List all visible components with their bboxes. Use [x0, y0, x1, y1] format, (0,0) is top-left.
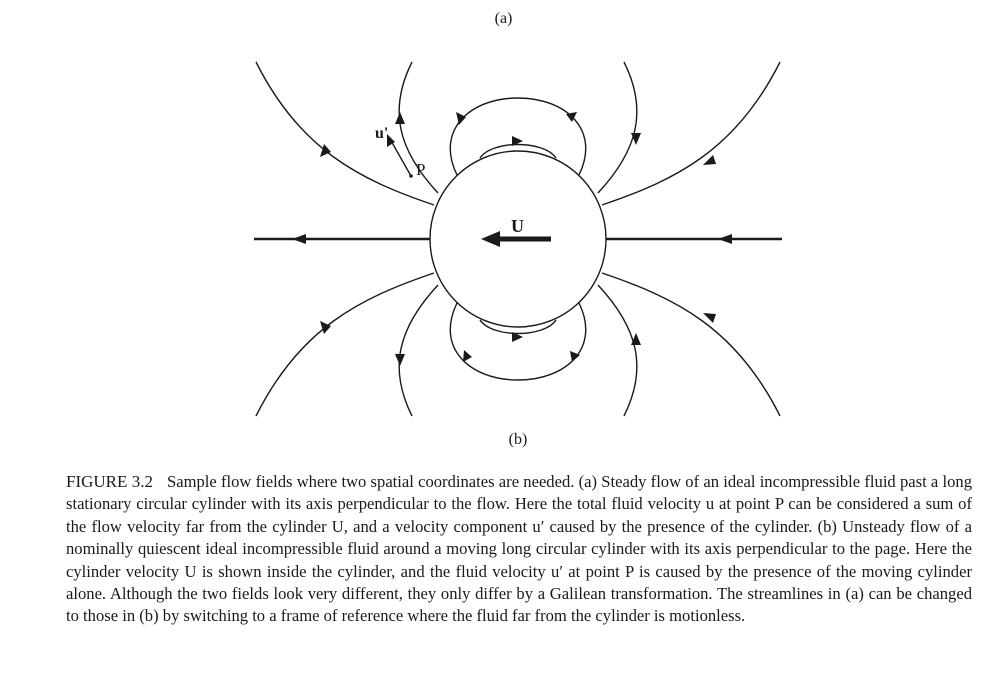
- streamline-mid-lower-right: [598, 285, 637, 416]
- arrowhead-loop-lower-left: [463, 350, 472, 362]
- dipole-loop-upper-outer: [450, 98, 585, 175]
- u-arrow-shaft: [496, 237, 551, 242]
- caption-text: Sample flow fields where two spatial coordinates are needed. (a) Steady flow of an ideal incompressible fluid past a long stationary circular cylinder with its axis perpendicular to the flow. Here the total fluid velocity u at point P can be considered a sum of the flow velocity far from the cylinder U, and a velocity component u′ caused by the presence of the cylinder. (b) Unsteady flow of a nominally quiescent ideal incompressible fluid around a moving long circular cylinder with its axis perpendicular to the page. Here the cylinder velocity U is shown inside the cylinder, and the fluid velocity u′ at point P is caused by the presence of the moving cylinder alone. Although the two fields look very different, they only differ by a Galilean transformation. The streamlines in (a) can be changed to those in (b) by switching to a frame of reference where the fluid far from the cylinder is motionless.: [66, 472, 972, 626]
- streamline-outer-upper-right: [602, 62, 780, 205]
- arrowhead-outer-upper-left: [320, 144, 331, 157]
- streamline-mid-lower-left: [399, 285, 438, 416]
- arrowhead-outer-upper-right: [703, 155, 716, 165]
- point-p-label: P: [416, 160, 426, 179]
- arrowhead-loop-upper-left: [456, 112, 466, 125]
- streamline-mid-upper-right: [598, 62, 637, 193]
- arrowhead-outer-lower-right: [703, 313, 716, 323]
- arrowhead-axis-left: [292, 234, 306, 244]
- streamline-outer-lower-right: [602, 273, 780, 416]
- arrowhead-mid-lower-left: [395, 354, 405, 366]
- panel-a-label: (a): [494, 10, 513, 27]
- figure-number: FIGURE 3.2: [66, 472, 153, 491]
- u-arrow-head: [481, 231, 500, 247]
- u-prime-label: u': [375, 125, 389, 142]
- arrowhead-outer-lower-left: [320, 321, 331, 334]
- u-prime-vector: [390, 139, 411, 176]
- panel-b-label: (b): [508, 431, 528, 448]
- u-label: U: [511, 216, 524, 236]
- arrowhead-axis-right: [718, 234, 732, 244]
- dipole-loop-lower-outer: [450, 303, 585, 380]
- arrowhead-mid-upper-left: [395, 112, 405, 124]
- figure-caption: [66, 471, 972, 628]
- streamline-outer-upper-left: [256, 62, 434, 205]
- point-p-marker: [409, 174, 413, 178]
- streamline-outer-lower-left: [256, 273, 434, 416]
